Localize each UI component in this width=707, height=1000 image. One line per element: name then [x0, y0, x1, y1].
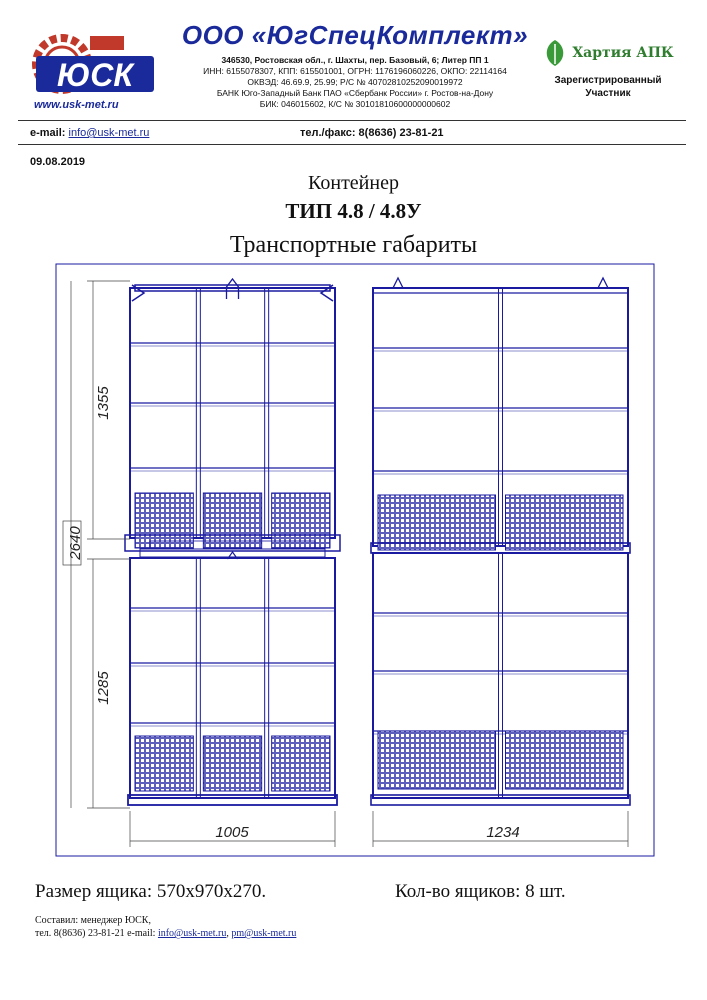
lift-eye	[598, 278, 608, 288]
company-bik: БИК: 046015602, К/С № 30101810600000000602	[259, 99, 451, 109]
partner-name: Хартия АПК	[572, 45, 674, 61]
partner-status-2: Участник	[585, 88, 631, 99]
side-view	[371, 278, 630, 805]
bottom-base	[371, 795, 630, 805]
contact-phone: тел./факс: 8(8636) 23-81-21	[300, 127, 444, 139]
mesh-panel	[506, 731, 624, 789]
front-view	[125, 279, 340, 805]
logo-url: www.usk-met.ru	[34, 99, 119, 111]
email-link[interactable]: info@usk-met.ru	[68, 127, 150, 139]
company-name: ООО «ЮгСпецКомплект»	[181, 20, 529, 50]
company-block	[170, 20, 540, 110]
box-count: Кол-во ящиков: 8 шт.	[395, 881, 566, 902]
contact-email	[30, 127, 149, 139]
dim-lower-height: 1285	[95, 671, 112, 705]
mesh-panel	[506, 495, 624, 550]
mesh-panel	[378, 731, 496, 789]
footer-email-pm[interactable]: pm@usk-met.ru	[231, 928, 297, 939]
title-type: ТИП 4.8 / 4.8У	[285, 199, 422, 223]
footer-contacts	[35, 927, 296, 940]
mesh-panel	[272, 736, 330, 791]
company-address: 346530, Ростовская обл., г. Шахты, пер. Базовый, 6; Литер ПП 1	[221, 55, 489, 65]
logo-text: ЮСК	[56, 57, 134, 93]
title-container: Контейнер	[308, 172, 399, 194]
footer	[35, 914, 296, 940]
container-drawing	[55, 263, 655, 857]
dim-side-width: 1234	[486, 824, 520, 841]
mesh-panel	[135, 736, 193, 791]
email-label: e-mail:	[30, 127, 66, 139]
footer-sep: ,	[226, 928, 229, 939]
company-okved: ОКВЭД: 46.69.9, 25.99; Р/С № 40702810252090019972	[247, 77, 463, 87]
dim-upper-height: 1355	[95, 386, 112, 420]
divider-top	[18, 120, 686, 121]
footer-author: Составил: менеджер ЮСК,	[35, 915, 151, 926]
mesh-panel	[203, 736, 261, 791]
document-date: 09.08.2019	[30, 156, 86, 168]
title-dimensions: Транспортные габариты	[229, 232, 478, 258]
leaf-icon	[542, 38, 568, 68]
box-size: Размер ящика: 570х970х270.	[35, 881, 267, 902]
mesh-panel	[272, 493, 330, 548]
partner-badge	[538, 38, 678, 100]
mesh-panel	[378, 495, 496, 550]
mesh-panel	[135, 493, 193, 548]
bottom-base	[128, 795, 337, 805]
usk-logo	[30, 22, 160, 114]
footer-phone: тел. 8(8636) 23-81-21 e-mail:	[35, 928, 156, 939]
dim-total-height: 2640	[67, 526, 84, 560]
company-inn: ИНН: 6155078307, КПП: 615501001, ОГРН: 1176196060226, ОКПО: 22114164	[203, 66, 507, 76]
divider-bottom	[18, 144, 686, 145]
company-bank: БАНК Юго-Западный Банк ПАО «Сбербанк России» г. Ростов-на-Дону	[216, 88, 494, 98]
lift-eye	[393, 278, 403, 288]
partner-status-1: Зарегистрированный	[554, 75, 662, 86]
dim-front-width: 1005	[215, 824, 249, 841]
footer-email-info[interactable]: info@usk-met.ru	[157, 928, 227, 939]
mesh-panel	[203, 493, 261, 548]
